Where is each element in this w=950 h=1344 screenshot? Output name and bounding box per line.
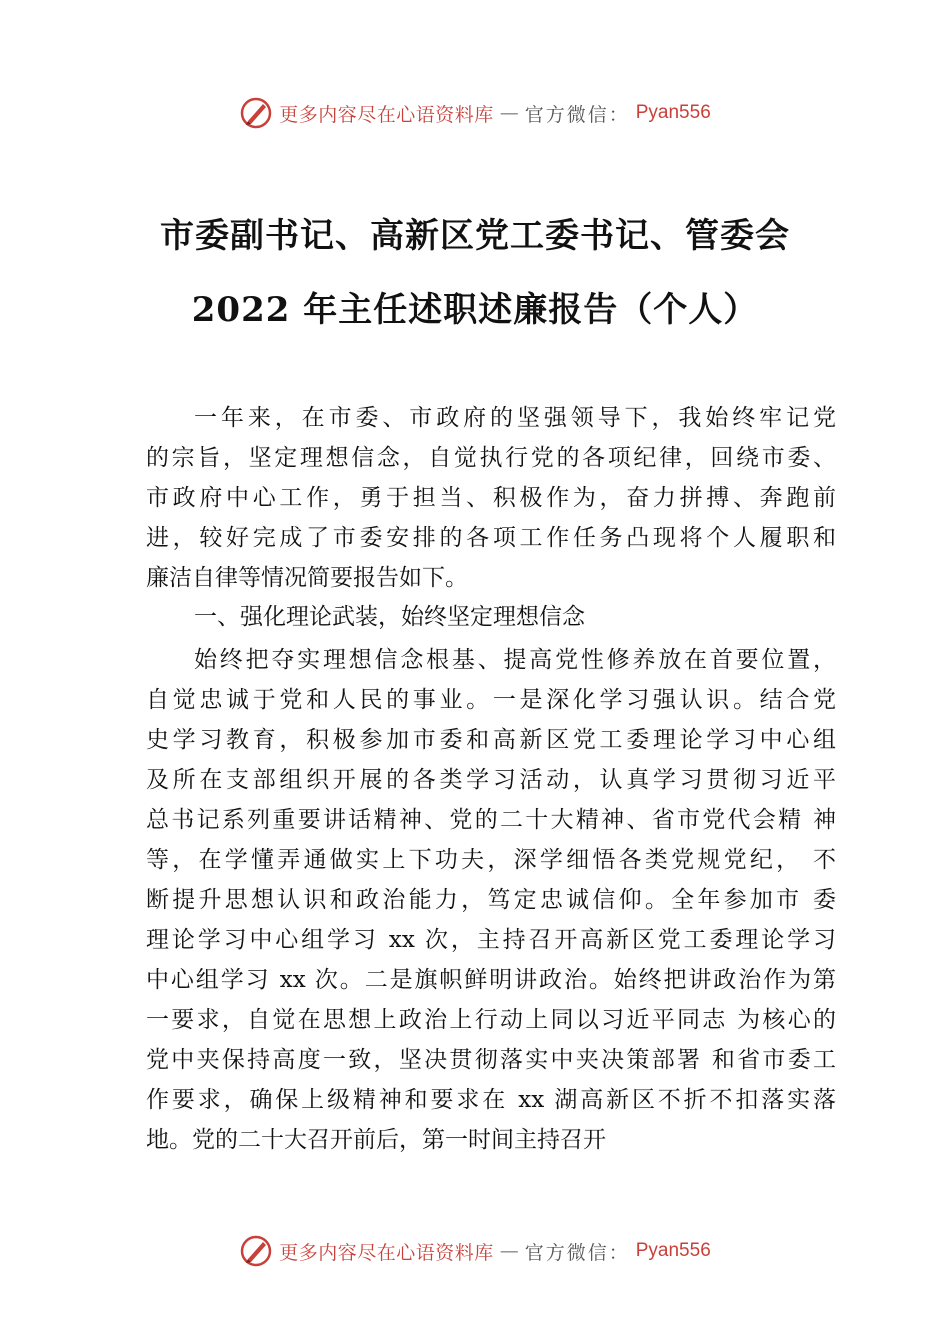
text-line: 地。党的二十大召开前后，第一时间主持召开 <box>146 1127 606 1153</box>
text-line: 理论学习中心组学习 xx 次，主持召开高新区党工委理论学习 <box>146 927 836 953</box>
text-line: 断提升思想认识和政治能力，笃定忠诚信仰。全年参加市 委 <box>146 887 836 913</box>
text-line: 作要求，确保上级精神和要求在 xx 湖高新区不折不扣落实落 <box>146 1087 836 1113</box>
header-watermark <box>0 96 950 130</box>
watermark-separator: — <box>499 1240 519 1262</box>
paragraph-intro <box>146 398 836 598</box>
section-heading-1 <box>146 597 836 637</box>
text-line: 党中夹保持高度一致，坚决贯彻落实中夹决策部署 和省市委工 <box>146 1047 836 1073</box>
text-line: 总书记系列重要讲话精神、党的二十大精神、省市党代会精 神 <box>146 807 836 833</box>
text-line: 廉洁自律等情况简要报告如下。 <box>146 565 468 591</box>
watermark-label: 官方微信： <box>524 1241 630 1264</box>
text-line: 一年来，在市委、市政府的坚强领导下，我始终牢记党 <box>194 405 836 431</box>
text-line: 一、强化理论武装，始终坚定理想信念 <box>194 604 585 630</box>
paragraph-theory <box>146 640 836 1160</box>
text-line: 进，较好完成了市委安排的各项工作任务凸现将个人履职和 <box>146 525 836 551</box>
text-line: 史学习教育，积极参加市委和高新区党工委理论学习中心组 <box>146 727 836 753</box>
text-line: 始终把夺实理想信念根基、提高党性修养放在首要位置， <box>194 647 836 673</box>
watermark-separator: — <box>499 102 519 124</box>
text-line: 及所在支部组织开展的各类学习活动，认真学习贯彻习近平 <box>146 767 836 793</box>
footer-watermark <box>0 1234 950 1268</box>
pen-logo-icon <box>239 96 273 130</box>
text-line: 自觉忠诚于党和人民的事业。一是深化学习强认识。结合党 <box>146 687 836 713</box>
watermark-label: 官方微信： <box>524 103 630 126</box>
watermark-text: 更多内容尽在心语资料库 <box>279 1241 494 1264</box>
text-line: 市政府中心工作，勇于担当、积极作为，奋力拼搏、奔跑前 <box>146 485 836 511</box>
watermark-text: 更多内容尽在心语资料库 <box>279 103 494 126</box>
text-line: 中心组学习 xx 次。二是旗帜鲜明讲政治。始终把讲政治作为第 <box>146 967 836 993</box>
watermark-wechat-id: Pyan556 <box>635 102 711 123</box>
text-line: 的宗旨，坚定理想信念，自觉执行党的各项纪律，回绕市委、 <box>146 445 836 471</box>
pen-logo-icon <box>239 1234 273 1268</box>
text-line: 等，在学懂弄通做实上下功夫，深学细悟各类党规党纪， 不 <box>146 847 836 873</box>
document-title-line-2: 2022 年主任述职述廉报告（个人） <box>191 290 759 330</box>
watermark-wechat-id: Pyan556 <box>635 1240 711 1261</box>
document-title-line-1: 市委副书记、高新区党工委书记、管委会 <box>160 216 790 256</box>
text-line: 一要求，自觉在思想上政治上行动上同以习近平同志 为核心的 <box>146 1007 836 1033</box>
